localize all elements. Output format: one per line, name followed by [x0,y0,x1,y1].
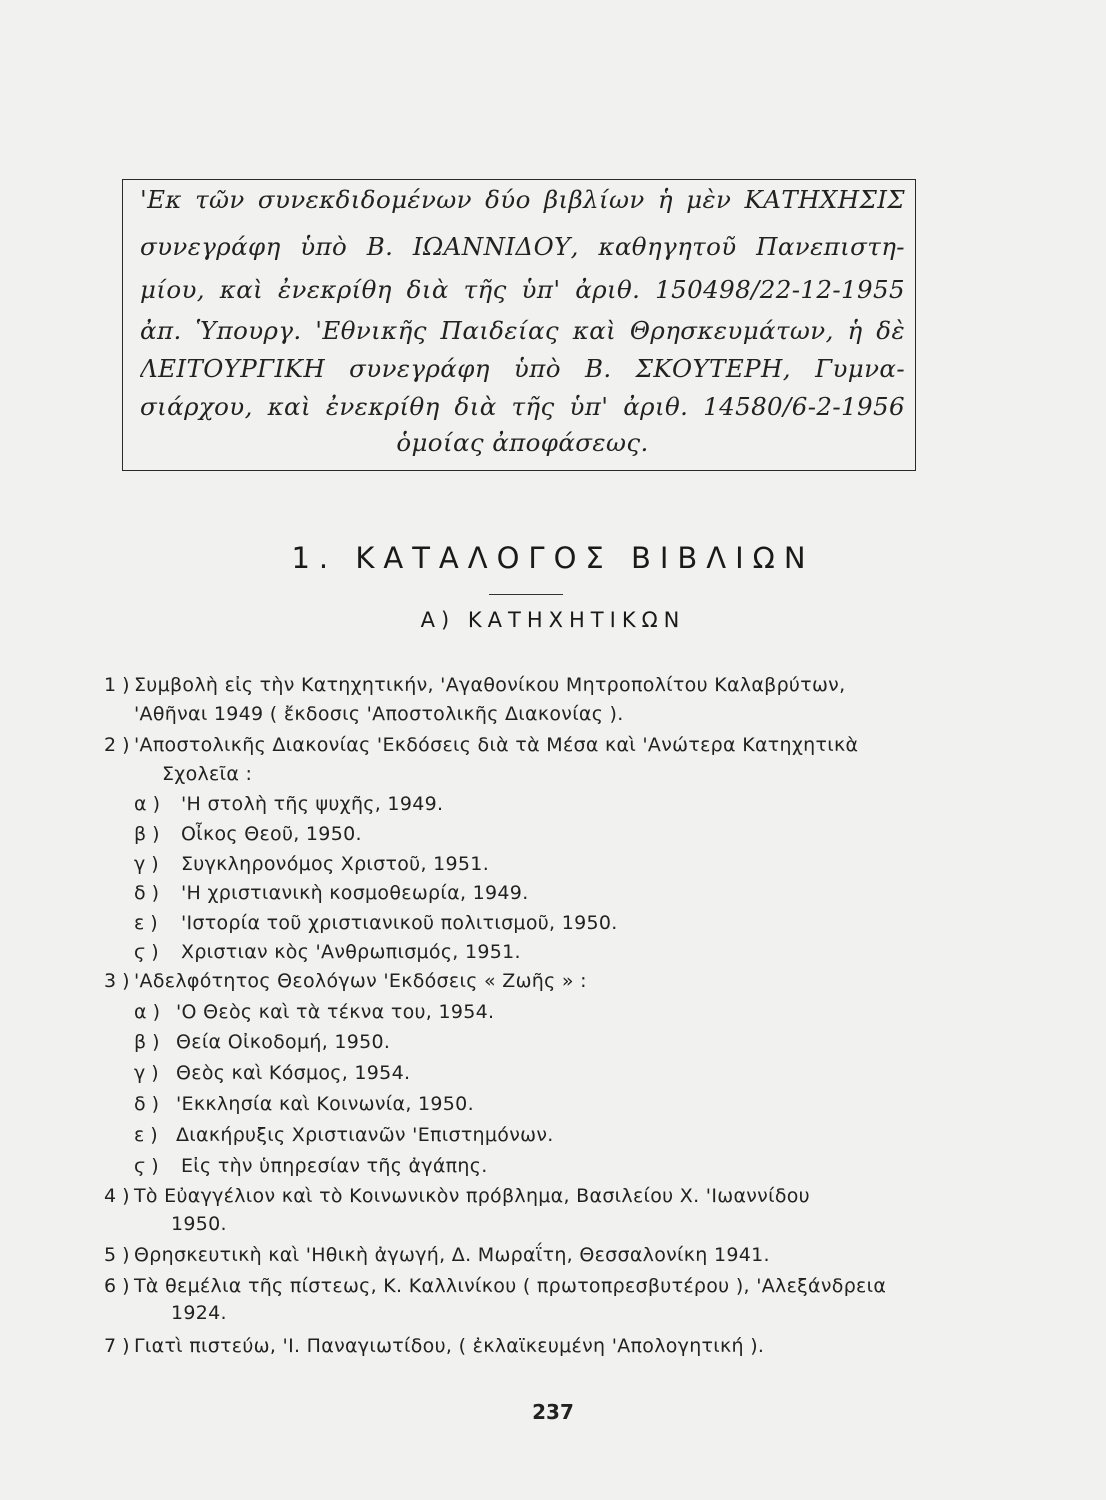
notice-line: μίου, καὶ ἐνεκρίθη διὰ τῆς ὑπ' ἀριθ. 150498/22-12-1955 [140,275,905,304]
entry-subletter: β ) [134,823,160,845]
entry-text: Συμβολὴ εἰς τὴν Κατηχητικήν, 'Αγαθονίκου Μητροπολίτου Καλαβρύτων, [134,674,846,696]
entry-number: 1 ) [104,674,130,696]
entry-text: Εἰς τὴν ὑπηρεσίαν τῆς ἀγάπης. [181,1155,488,1177]
entry-number: 4 ) [104,1185,130,1207]
entry-text: 'Αποστολικῆς Διακονίας 'Εκδόσεις διὰ τὰ Μέσα καὶ 'Ανώτερα Κατηχητικὰ [134,734,859,756]
entry-subletter: δ ) [134,1093,160,1115]
notice-line: συνεγράφη ὑπὸ Β. ΙΩΑΝΝΙΔΟΥ, καθηγητοῦ Πανεπιστη- [140,232,905,261]
entry-text: 'Αδελφότητος Θεολόγων 'Εκδόσεις « Ζωῆς » : [134,970,587,992]
entry-text: Σχολεῖα : [162,763,253,785]
entry-text: 1950. [171,1213,227,1235]
notice-line: 'Εκ τῶν συνεκδιδομένων δύο βιβλίων ἡ μὲν ΚΑΤΗΧΗΣΙΣ [140,185,905,214]
entry-text: 'Ο Θεὸς καὶ τὰ τέκνα του, 1954. [176,1001,495,1023]
entry-text: 1924. [171,1302,227,1324]
notice-line: ὁμοίας ἀποφάσεως. [396,428,649,457]
page-number: 237 [532,1400,574,1424]
entry-text: Γιατὶ πιστεύω, 'Ι. Παναγιωτίδου, ( ἐκλαϊκευμένη 'Απολογητική ). [134,1335,765,1357]
entry-text: Τὰ θεμέλια τῆς πίστεως, Κ. Καλλινίκου ( πρωτοπρεσβυτέρου ), 'Αλεξάνδρεια [134,1275,887,1297]
entry-number: 3 ) [104,970,130,992]
title-rule [489,594,563,595]
entry-subletter: ε ) [134,912,158,934]
entry-subletter: ε ) [134,1124,158,1146]
entry-subletter: ϛ ) [134,941,159,963]
entry-subletter: α ) [134,793,160,815]
entry-text: Θεὸς καὶ Κόσμος, 1954. [176,1062,411,1084]
notice-line: ἀπ. Ὑπουργ. 'Εθνικῆς Παιδείας καὶ Θρησκευμάτων, ἡ δὲ [140,316,905,345]
entry-subletter: γ ) [134,1062,159,1084]
entry-text: 'Εκκλησία καὶ Κοινωνία, 1950. [176,1093,474,1115]
entry-text: Τὸ Εὐαγγέλιον καὶ τὸ Κοινωνικὸν πρόβλημα, Βασιλείου Χ. 'Ιωαννίδου [134,1185,810,1207]
entry-text: Χριστιαν κὸς 'Ανθρωπισμός, 1951. [181,941,521,963]
entry-number: 7 ) [104,1335,130,1357]
entry-text: 'Αθῆναι 1949 ( ἔκδοσις 'Αποστολικῆς Διακονίας ). [134,703,624,725]
notice-line: σιάρχου, καὶ ἐνεκρίθη διὰ τῆς ὑπ' ἀριθ. 14580/6-2-1956 [140,392,905,421]
entry-subletter: α ) [134,1001,160,1023]
entry-subletter: β ) [134,1031,160,1053]
section-title: 1. ΚΑΤΑΛΟΓΟΣ ΒΙΒΛΙΩΝ [291,541,815,575]
entry-text: Θρησκευτικὴ καὶ 'Ηθικὴ ἀγωγή, Δ. Μωραΐτη, Θεσσαλονίκη 1941. [134,1244,770,1266]
entry-subletter: δ ) [134,882,160,904]
notice-line: ΛΕΙΤΟΥΡΓΙΚΗ συνεγράφη ὑπὸ Β. ΣΚΟΥΤΕΡΗ, Γυμνα- [140,354,905,383]
entry-text: 'Ιστορία τοῦ χριστιανικοῦ πολιτισμοῦ, 1950. [181,912,618,934]
entry-text: Οἶκος Θεοῦ, 1950. [181,823,362,845]
entry-number: 5 ) [104,1244,130,1266]
entry-text: Θεία Οἰκοδομή, 1950. [176,1031,391,1053]
entry-text: Διακήρυξις Χριστιανῶν 'Επιστημόνων. [176,1124,554,1146]
subsection-title: Α) ΚΑΤΗΧΗΤΙΚΩΝ [420,608,686,632]
entry-number: 6 ) [104,1275,130,1297]
entry-text: 'Η στολὴ τῆς ψυχῆς, 1949. [181,793,444,815]
entry-subletter: ϛ ) [134,1155,159,1177]
entry-text: 'Η χριστιανικὴ κοσμοθεωρία, 1949. [181,882,529,904]
entry-subletter: γ ) [134,853,159,875]
entry-text: Συγκληρονόμος Χριστοῦ, 1951. [181,853,490,875]
entry-number: 2 ) [104,734,130,756]
